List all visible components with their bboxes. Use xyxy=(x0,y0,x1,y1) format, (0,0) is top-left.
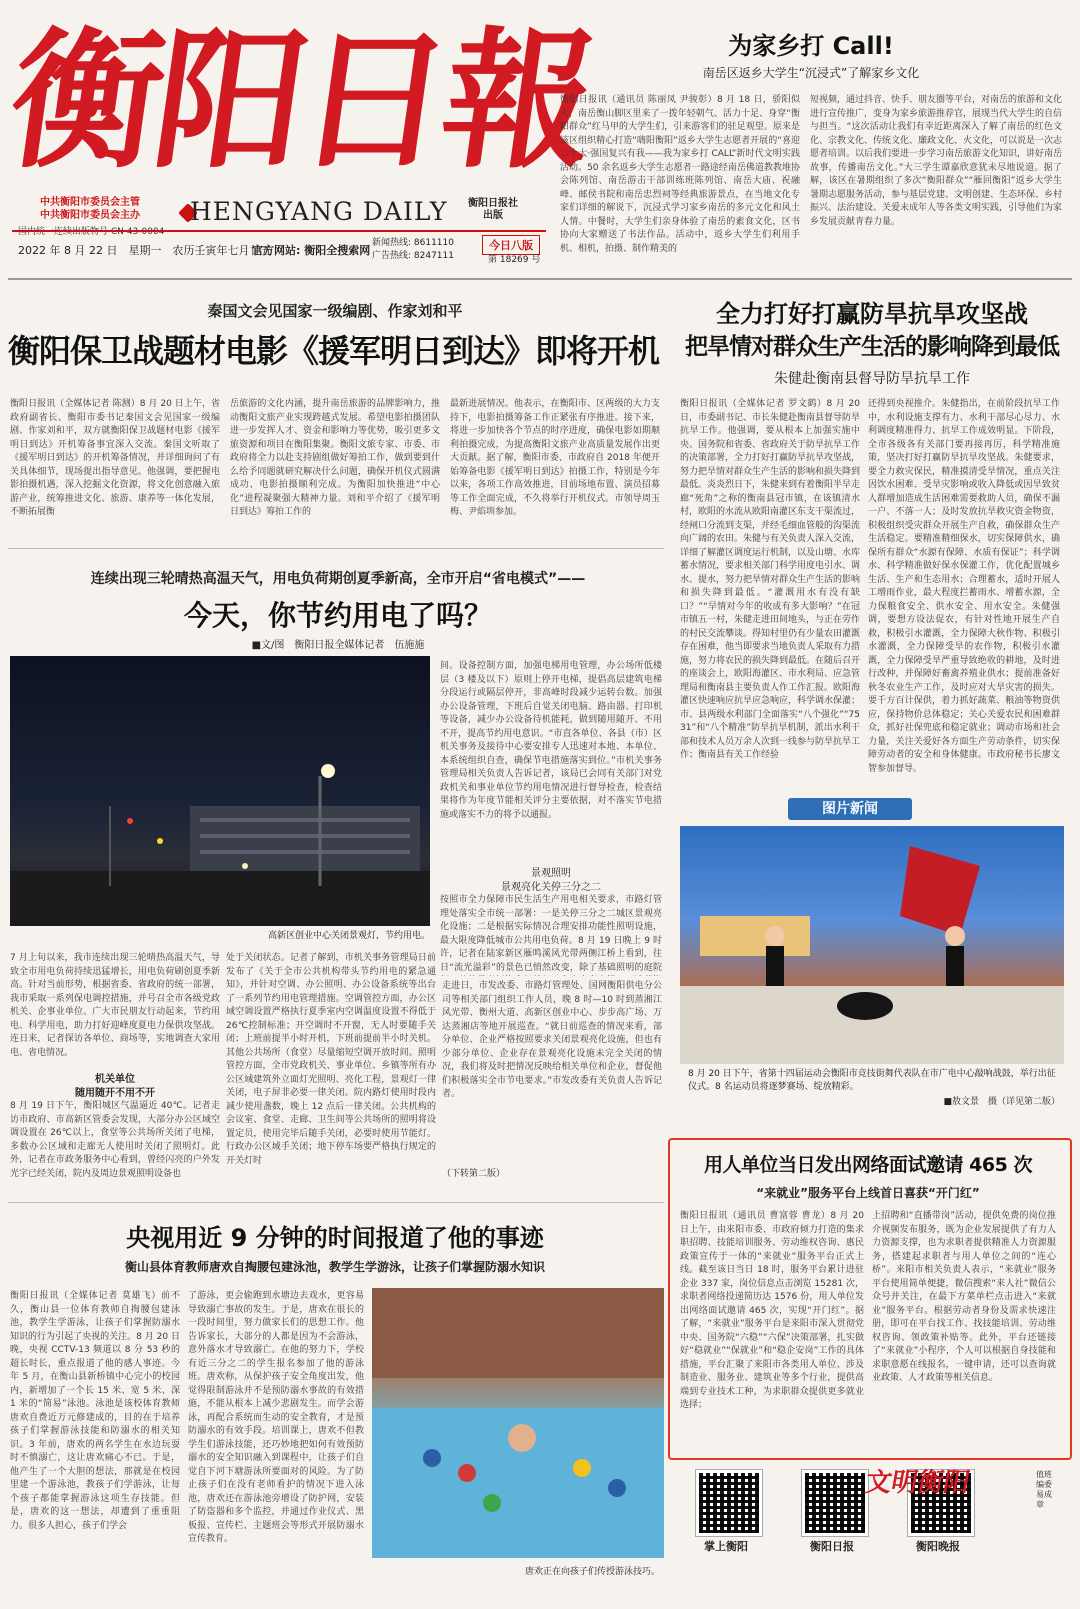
cn-number: 国内统一连续出版物号 CN 43-0004 xyxy=(18,227,165,237)
drought-headline-2: 把旱情对群众生产生活的影响降到最低 xyxy=(685,334,1059,360)
publisher: 衡阳日报社 出版 xyxy=(468,198,518,221)
film-headline: 衡阳保卫战题材电影《援军明日到达》即将开机 xyxy=(8,332,660,370)
electricity-byline: ■文/图 衡阳日报全媒体记者 伍施施 xyxy=(251,640,425,651)
drought-headline-1: 全力打好打赢防旱抗旱攻坚战 xyxy=(716,300,1028,328)
swim-headline: 央视用近 9 分钟的时间报道了他的事迹 xyxy=(126,1224,544,1252)
dateline xyxy=(12,230,546,268)
duty-editor-note: 值班编委 易成章 xyxy=(1036,1470,1060,1509)
night-building-illustration xyxy=(10,656,430,926)
qr-label-2: 衡阳日报 xyxy=(810,1540,854,1553)
electricity-col-a: 7 月上旬以来，我市连续出现三轮晴热高温天气，导致全市用电负荷持续迅猛增长，用电负荷刷创夏季新高。针对当前形势，根据省委、省政府的统一部署，我市采取一系列保电调控措施，并号召全市各级党政机关、企事业单位、广大市民朋友行动起来，节约用电、科学用电，助力打好迎峰度夏电力保供攻坚战。连日来，记者探访各单位、商场等，实地调查大家用电、省电情况。 xyxy=(10,953,220,1058)
film-kicker: 秦国文会见国家一级编剧、作家刘和平 xyxy=(207,302,463,320)
ad-hotline: 广告热线: 8247111 xyxy=(372,251,454,261)
electricity-right-col: 间。设备控制方面，加强电梯用电管理，办公场所低楼层（3 楼及以下）原则上停开电梯，提倡高层建筑电梯分段运行或隔层停开，非高峰时段减少运转台数。加强办公设备管理，下班后自觉关闭电脑、路由器、打印机等设备，减少办公设备待机能耗，做到随用随开、不用不开，提高节约用电意识。“市直各单位、各县（市）区机关事务及接待中心要安排专人迅速对本地、本单位、本系统组织自查，确保节电措施落实到位。”市机关事务管理局相关负责人告诉记者，该局已会同有关部门对党政机关和事业单位节约用电情况进行督导检查，检查结果将作为年度节能相关评分主要依据，对不落实节电措施或落实不力的将予以通报。 xyxy=(440,661,662,820)
swim-col-2: 了游泳，更会偷跑到水塘边去戏水，更容易导致溺亡事故的发生。于是，唐欢在很长的一段时间里，努力做家长们的思想工作。他告诉家长，大部分的人都是因为不会游泳，意外落水才导致溺亡。在他的努力下，学校有近三分之二的学生报名参加了他的游泳班。唐欢称，从保护孩子安全角度出发，他觉得限制游泳并不是预防溺水事故的有效措施，不能从根本上减少悲剧发生。而学会游泳，再配合系统而生动的安全教育，才是预防溺水的有效手段。培训课上，唐欢不但教学生们游泳技能，还巧妙地把如何有效预防溺水的安全知识融入到课程中，让孩子们自觉自下河下塘游泳所要面对的风险。为了防止孩子们在没有老师看护的情况下进入泳池，唐欢还在游泳池旁增设了防护网，安装了防盗器和多个监控，并通过作业仪式、黑板报、宣传栏、主题班会等形式开展防溺水宣传教育。 xyxy=(188,1291,364,1544)
electricity-kicker: 连续出现三轮晴热高温天气，用电负荷期创夏季新高，全市开启“省电模式”—— xyxy=(90,571,586,587)
photo-news-label-box xyxy=(788,798,912,820)
drought-subhead: 朱健赴衡南县督导防旱抗旱工作 xyxy=(774,371,970,387)
photo-news-credit: ■敖文景 摄（详见第二版） xyxy=(943,1097,1060,1107)
website: 官方网站: 衡阳全搜索网 xyxy=(252,244,371,257)
jobs-col-2: 上招聘和“直播带岗”活动，提供免费的岗位推介视频发布服务，既为企业发展提供了有力人力资源支撑，也为求职者提供精准人力资源服务，搭建起求职者与用人单位之间的“连心桥”。来阳市相关负责人表示，“来就业”服务平台使用简单便捷，微信搜索“来人社”微信公众号并关注，在最下方菜单栏点击进入“来就业”服务平台。根据劳动者身份及需求快速注册，即可在平台找工作、找技能培训、劳动维权咨询、领政策补贴等。此外，平台还链接了“来就业”小程序，个人可以根据自身技能和求职意愿在线报名，一键申请，还可以查询就业政策、人才政策等相关信息。 xyxy=(872,1211,1056,1383)
hometown-subhead: 南岳区返乡大学生“沉浸式”了解家乡文化 xyxy=(702,66,920,80)
film-col-3: 最新进展情况。他表示，在衡阳市、区两级的大力支持下，电影拍摄筹备工作正紧张有序推进。接下来，将进一步加快各个节点的时序进度，确保电影如期顺利拍摄完成，为提高衡阳文旅产业高质量发展作出更大贡献。据了解，衡阳市委、市政府自 2018 年便开始筹备电影《援军明日到达》拍摄工作，特别是今年以来，各项工作高效推进，目前场地布置、演员招募等工作全面完成，不久将举行开机仪式。市领导周玉梅、尹焰圳参加。 xyxy=(450,399,660,517)
scenic-body: 按照市全力保障市民生活生产用电相关要求，市路灯管理处落实全市统一部署：一是关停三分之二城区景观亮化设施；二是根据实际情况合理安排功能性照明设施，最大限度降低城市公共用电负荷。8 月 19 日晚上 9 时许，记者在陆家新区雁鸣溪风光带两侧江桥上看到，往日“流光溢彩”的景色已悄然改变，除了基础照明的庭院 xyxy=(440,895,662,973)
swim-photo-caption: 唐欢正在向孩子们传授游泳技巧。 xyxy=(524,1567,660,1577)
film-col-1: 衡阳日报讯（全媒体记者 陈测）8 月 20 日上午，省政府副省长、衡阳市委书记秦国文会见国家一级编剧、作家刘和平，双方就衡阳保卫战题材电影《援军明日到达》开机筹备事宜深入交流。秦国文听取了《援军明日到达》的开机筹备情况，并详细询问了有关具体细节，现场提出指导意见。他强调，要把握电影拍摄机遇，深入挖掘文化资源，将文化创意融入旅游产业，统筹推进文化、旅游、康养等一体化发展，不断拓展衡 xyxy=(10,399,220,517)
swim-lesson-photo xyxy=(372,1288,664,1558)
jobs-col-1: 衡阳日报讯（通讯员 曹富蓉 曹龙）8 月 20 日上午，由来阳市委、市政府倾力打造的集求职招聘、技能培训服务、劳动维权咨询、惠民政策宣传于一体的“来就业”服务平台正式上线。截至该日当日 18 时，服务平台累计进驻企业 337 家，岗位信息点击浏览 15281 次，求职者网络投递简历达 1576 份，用人单位发出网络面试邀请 465 次，实现“开门红”。据了解，“来就业”服务平台是来阳市深入贯彻党中央、国务院“六稳”“六保”决策部署，扎实做好“稳就业”“保就业”和“稳企安岗”工作的具体措施，平台汇聚了来阳市各类用人单位、涉及制造业、服务业、建筑业等多个行业，提供高端到专业技术工种，为求职群众提供更多就业选择； xyxy=(680,1211,864,1410)
hometown-headline: 为家乡打 Call! xyxy=(728,32,894,60)
issue-date: 2022 年 8 月 22 日 星期一 农历壬寅年七月廿五 xyxy=(18,244,272,257)
night-street-photo xyxy=(10,656,430,926)
swim-col-1: 衡阳日报讯（全媒体记者 莫雄飞）前不久，衡山县一位体育教师自掏腰包建泳池，教学生学游泳，让孩子们掌握防溺水知识的行为引起了央视的关注。8 月 20 日晚，央视 CCTV-13 频道以 8 分 53 秒的超长时长，重点报道了他的感人事迹。今年 5 月，在衡山县新桥镇中心完小的校园内，新增加了一个长 15 米、宽 5 米、深 1 米的“简易”泳池。泳池是该校体育教师唐欢自费近万元修建成的，目的在于培养孩子们掌握游泳技能和防溺水的相关知识。3 年前，唐欢的两名学生在水边玩耍时不慎溺亡，这让唐欢痛心不已。于是，他产生了一个大胆的想法，那就是在校园里建一个游泳池，教孩子们学游泳，让每个孩子都能掌握游泳这项生存技能。但是，唐欢的这一想法，却遭到了重重阻力。很多人担心，孩子们学会 xyxy=(10,1291,180,1531)
agency-head-2: 随用随开不用不开 xyxy=(75,1088,155,1099)
scenic-head-1: 景观照明 xyxy=(531,868,571,879)
scenic-head-2: 景观亮化关停三分之二 xyxy=(501,882,601,893)
dance-team-illustration xyxy=(680,826,1064,1064)
divider xyxy=(8,548,664,549)
civilization-slogan: 文明衡阳 xyxy=(862,1468,973,1498)
electricity-col-c: 走进日，市发改委、市路灯管理处、国网衡阳供电分公司等相关部门组织工作人员，晚 8 时—10 时到蒸湘江风光带、衡州大道、高新区创业中心、步步高广场、万达蒸湘店等地开展巡查。“就日前巡查的情况来看，部分单位、企业严格按照要求关闭景观亮化设施，但也有少部分单位、企业存在景观亮化设施未完全关闭的情况，我们将及时把情况反映给相关单位和企业，督促他们积极落实全市节电要求。”市发改委有关负责人告诉记者。 xyxy=(442,981,662,1099)
jobs-subhead: “来就业”服务平台上线首日喜获“开门红” xyxy=(756,1186,980,1200)
drought-col-2: 还得到央视推介。朱健指出，在前阶段抗旱工作中，水利设施支撑有力、水利干部尽心尽力、水利调度精准得力、抗旱工作成效明显。下阶段，全市各级各有关部门要再接再厉，科学精准施策，坚决打好打赢防旱抗旱攻坚战。朱健要求，要全力救灾保民，精准摸清受旱情况，重点关注因饮水困难、受旱灾影响或收入降低或因旱致贫人群增加造成生活困难需要救助人员，确保不漏一户、不落一人；及时发放抗旱救灾资金物资，积极组织受灾群众开展生产自救，确保群众生产生活稳定。要精准精细保水，切实保障供水，确保所有群众“水源有保障、水质有保证”；科学调水、科学精准做好保水保灌工作，优化配置城乡生活、生产和生态用水；合理蓄水，适时开展人工增雨作业，最大程度拦蓄雨水、增蓄水源，全力保粮食安全、供水安全、用水安全。朱健强调，要想方设法促农，有针对性地开展生产自救，积极引水灌溉，全力保障大秋作物、积极引水灌溉，全力保障受旱的农作物，积极引水灌溉，全力保障受旱严重导致绝收的耕地，及时进行改种，并保障好畜禽养殖业供水；提前准备好秋冬农业生产工作，及时应对大旱灾害的损失。要千方百计保供，着力抓好蔬菜、粮油等物资供应，保持物价总体稳定；关心关爱农民和困难群众，抓好社保兜底和稳定就业；调动市场和社会力量，关注关爱好各方面生产劳动条件，切实保障劳动者的安全和身体健康。市政府秘书长廖文智参加督导。 xyxy=(868,399,1060,774)
divider xyxy=(8,1202,664,1203)
qr-label-3: 衡阳晚报 xyxy=(916,1540,960,1553)
photo-news-label: 图片新闻 xyxy=(822,801,878,817)
masthead-title: 衡阳日報 xyxy=(0,13,601,189)
masthead-sponsors: 中共衡阳市委员会主管 中共衡阳市委员会主办 xyxy=(40,197,140,221)
english-title: HENGYANG DAILY xyxy=(190,197,448,226)
swim-subhead: 衡山县体育教师唐欢自掏腰包建泳池，教学生学游泳，让孩子们掌握防溺水知识 xyxy=(124,1260,545,1274)
hometown-body-right: 短视频，通过抖音、快手、朋友圈等平台，对南岳的旅游和文化进行宣传推广，变身为家乡旅游推荐官，展现当代大学生的自信与担当。“这次活动让我们有幸近距离深入了解了南岳的红色文化、宗教文化、传统文化、廉政文化、火文化，可以说是一次志愿者培训。以后我们要进一步学习南岳旅游文化知识，讲好南岳故事，传播南岳文化。”大三学生谭嘉欣意犹未尽地说道。据了解，该区在暑期组织了多次“衡阳群众”“雁回衡阳”返乡大学生暑期志愿服务活动，参与基层党建、文明创建、生态环保、乡村振兴、法治建设、关爱未成年人等各类文明实践，引导他们为家乡发展贡献青春力量。 xyxy=(810,95,1062,227)
jobs-headline: 用人单位当日发出网络面试邀请 465 次 xyxy=(704,1154,1032,1176)
issue-number: 第 18269 号 xyxy=(488,255,541,265)
dance-team-photo xyxy=(680,826,1064,1064)
electricity-col-b: 处于关闭状态。记者了解到，市机关事务管理局日前发布了《关于全市公共机构带头节约用电的紧急通知》，并针对空调、办公照明、办公设备系统等出台了一系列节约用电管理措施。空调管控方面，办公区域空调设置严格执行夏季室内空调温度设置不得低于 26℃控制标准；开空调时不开窗，无人时要随手关闭；上班前提半小时开机，下班前提前半小时关机。其他公共场所（食堂）尽量缩短空调开放时间。照明管控方面，全市党政机关、事业单位、乡镇等所有办公区域建筑外立面灯光照明、亮化工程，景观灯一律关闭，电子屏非必要一律关闭。院内路灯使用时段内减少使用盏数，晚上 12 点后一律关闭。公共机构的会议室、食堂、走廊、卫生间等公共场所的照明将设置定员，使用完毕后随手关闭，必要时使用节能灯。行政办公区域手关闭；地下停车场要严格执行规定的开关灯时 xyxy=(226,953,436,1166)
film-col-2: 岳旅游的文化内涵，提升南岳旅游的品牌影响力，推动衡阳文旅产业实现跨越式发展。希望电影拍摄团队进一步发挥人才、资金和影响力等优势，吸引更多文旅资源和项目在衡阳集聚。衡阳文旅专家、市委、市政府将全力以赴支持剧组做好筹拍工作，做到要到什么给予同题就研究解决什么问题，确保开机仪式圆满成功、电影拍摄顺利完成。为衡阳加快推进“中心化”进程凝聚强大精神力量。刘和平介绍了《援军明日到达》筹拍工作的 xyxy=(230,399,440,517)
photo-news-caption: 8 月 20 日下午，省第十四届运动会衡阳市竞技街舞代表队在市广电中心敲响战鼓，举行出征仪式。8 名运动员将逐梦赛场、绽放精彩。 xyxy=(688,1069,1056,1092)
swim-lesson-illustration xyxy=(372,1288,664,1558)
qr-code-zhangshang[interactable] xyxy=(696,1470,762,1536)
continued-note: （下转第二版） xyxy=(442,1169,506,1179)
agency-head-1: 机关单位 xyxy=(95,1074,135,1085)
electricity-col-a2: 8 月 19 日下午，衡阳城区气温逼近 40℃。记者走访市政府、市高新区管委会发现，大部分办公区域空调设置在 26℃以上，食堂等公共场所关闭了电梯，多数办公区域和走廊无人使用时关闭了照明灯。此外，记者在市政务服务中心看到，曾经闪亮的户外发光字已经关闭，院内及周边景观照明设备也 xyxy=(10,1101,220,1179)
electricity-headline: 今天，你节约用电了吗？ xyxy=(183,599,492,632)
qr-code-daily[interactable] xyxy=(802,1470,868,1536)
divider xyxy=(8,278,1072,280)
qr-label-1: 掌上衡阳 xyxy=(704,1540,748,1553)
hometown-body-left: 衡阳日报讯（通讯员 陈丽凤 尹骏彰）8 月 18 日，骄阳似火，南岳衡山脚区里来了一拨年轻朝气、活力十足、身穿“衡阳群众”红马甲的大学生们，引来游客们的驻足观望。原来是该区组织精心打造“嗨阳衡阳”返乡大学生志愿者开展的“喜迎二十大·强国复兴有我——我为家乡打 CALL”新时代文明实践活动。50 余名返乡大学生志愿者一路途经南岳佛道教教堆协会陈列馆、南岳游击干部训练班陈列馆、南岳大庙、祝融峰、邮侯书院和南岳忠烈祠等经典旅游景点，在当地文化专家们详细的解说下，沉浸式学习家乡南岳的多元文化和风土人情。中餐时，大学生们亲身体验了南岳的素食文化，区书协向大家赠送了书法作品。活动中，返乡大学生们利用手机、相机，拍摄、制作精美的 xyxy=(560,95,800,254)
drought-col-1: 衡阳日报讯（全媒体记者 罗文鹤）8 月 20 日，市委副书记、市长朱健赴衡南县督导防旱抗旱工作。他强调，要从根本上加强实施中央、国务院和省委、省政府关于防旱抗旱工作的决策部署，全力打好打赢防旱抗旱攻坚战，努力把旱情对群众生产生活的影响和损失降到最低。炎炎烈日下，朱健来到有着衡阳半早走廊“死角”之称的衡南县冠市镇，在该镇清水村，欧阳的水流从欧阳南灌区东支干渠流过，经闸口分流到支渠，并经毛细血管般的沟渠流向广阔的农田。朱健与有关负责人深入交流，详细了解灌区调度运行机制，以及山塘、水库蓄水情况，要求相关部门科学用度电引水、调水、提水，努力把旱情对群众生产生活的影响和损失降到最低。“灌溉用水有没有缺口？”“早情对今年的收成有多大影响？”在冠市镇五一村，朱健走进田间地头，与正在劳作的村民交流攀谈。得知村里仍有少量农田灌溉存在困难，他当即要求当地负责人采取有力措施，努力将农民的损失降到最低。在随后召开的座谈会上，欧阳海灌区、市水利局、应急管理局和衡南县主要负责人作工作汇报。欧阳海灌区快速响应抗旱应急响应，科学调水保灌；市、县两级水利部门全面落实“八个强化”“7531”和“八个精准”防旱抗旱机制，派出水利干部和技术人员万余人次到一线参与防旱抗旱工作；衡南县有关工作经验 xyxy=(680,399,860,760)
page-count: 今日八版 xyxy=(482,235,540,255)
night-photo-caption: 高新区创业中心关闭景观灯，节约用电。 xyxy=(267,931,430,941)
news-hotline: 新闻热线: 8611110 xyxy=(372,238,454,248)
